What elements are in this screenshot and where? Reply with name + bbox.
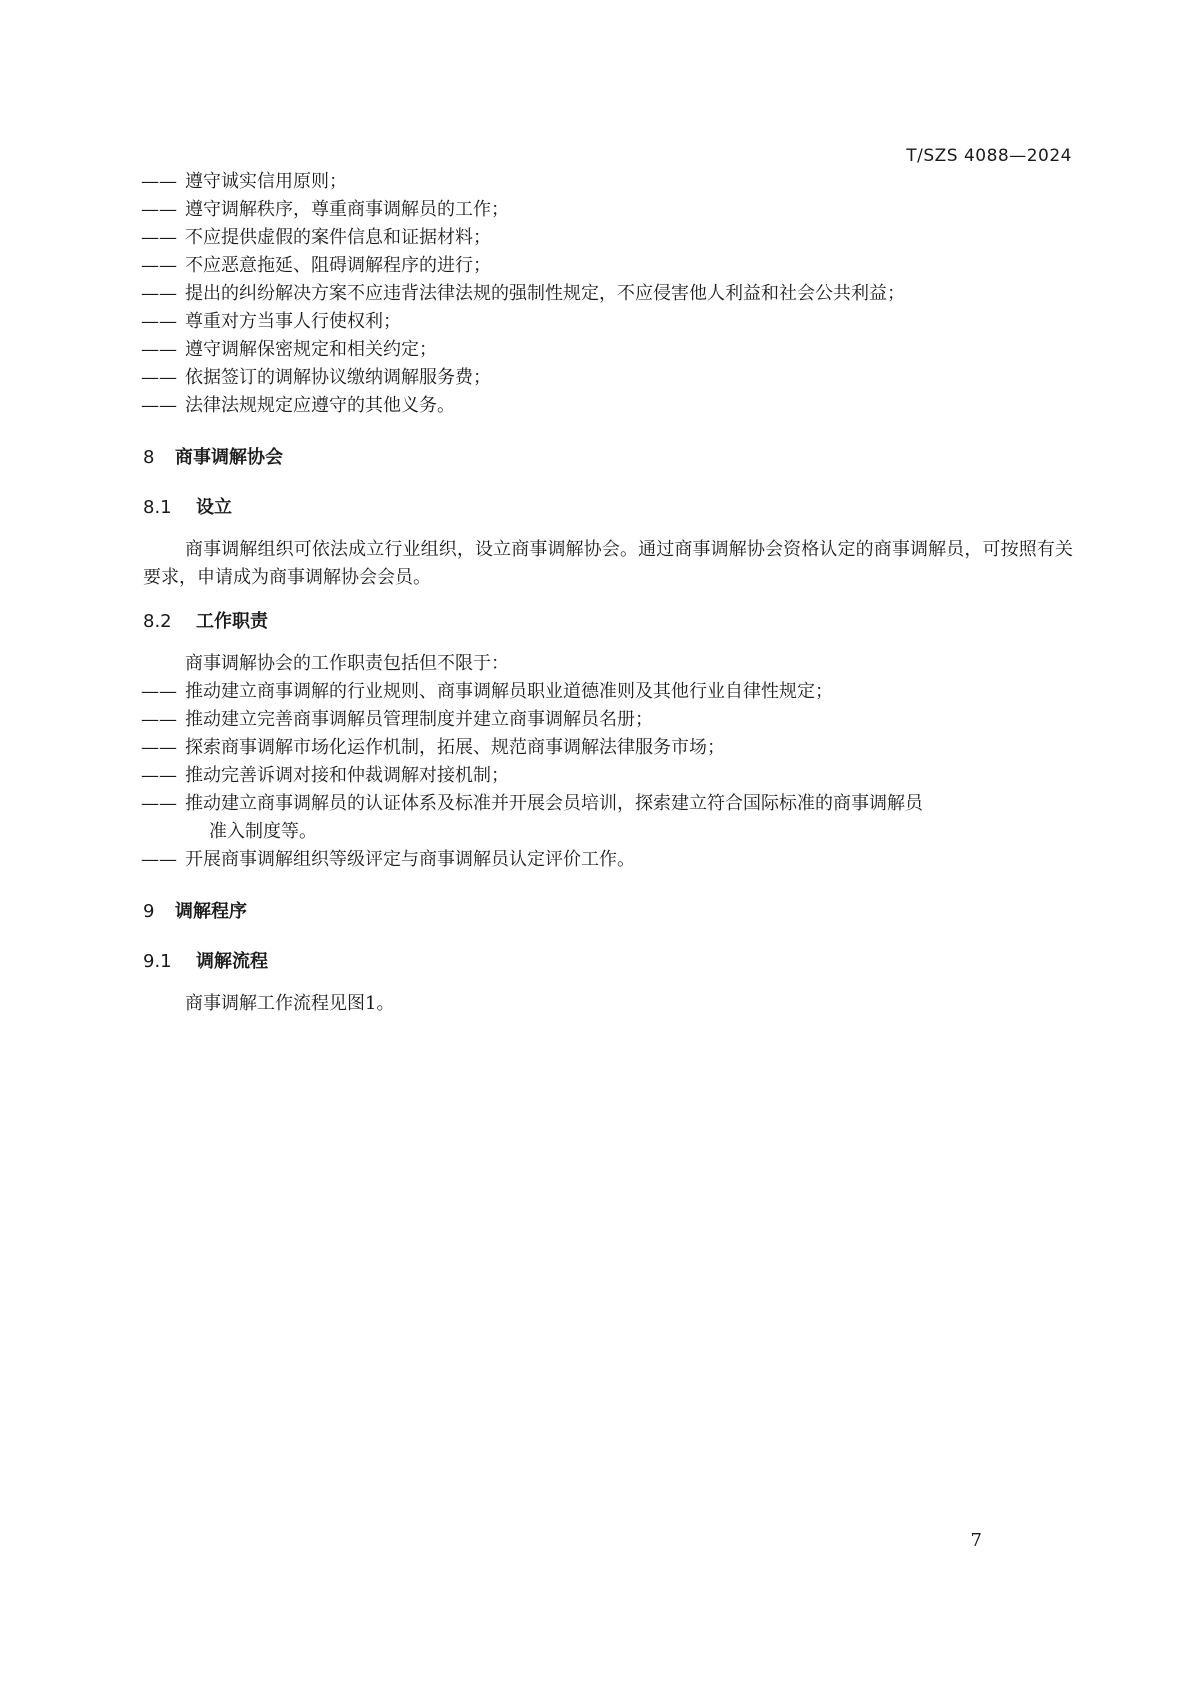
section-number: 8.1: [143, 497, 172, 518]
list-item: —— 开展商事调解组织等级评定与商事调解员认定评价工作。: [141, 849, 635, 870]
section-8-2-heading: [143, 608, 1073, 636]
section-8-heading: [143, 444, 1073, 472]
list-item: —— 不应提供虚假的案件信息和证据材料；: [141, 227, 491, 248]
document-header-code: T/SZS 4088—2024: [906, 146, 1072, 166]
document-body: [143, 168, 1073, 1018]
list-item: —— 推动建立商事调解员的认证体系及标准并开展会员培训，探索建立符合国际标准的商事调解员: [141, 793, 923, 814]
page-number: 7: [970, 1530, 982, 1551]
list-item: —— 推动建立完善商事调解员管理制度并建立商事调解员名册；: [141, 709, 653, 730]
section-number: 8.2: [143, 611, 172, 632]
list-item: —— 尊重对方当事人行使权利；: [141, 311, 401, 332]
list-item-continuation: 准入制度等。: [209, 821, 317, 842]
duties-list: [143, 678, 1073, 874]
list-item: —— 法律法规规定应遵守的其他义务。: [141, 395, 455, 416]
list-item: —— 推动完善诉调对接和仲裁调解对接机制；: [141, 765, 509, 786]
section-title: 工作职责: [196, 611, 268, 632]
list-item: —— 遵守诚实信用原则；: [141, 171, 347, 192]
section-9-1-heading: [143, 948, 1073, 976]
section-8-1-paragraph: 商事调解组织可依法成立行业组织，设立商事调解协会。通过商事调解协会资格认定的商事调解员，可按照有关要求，申请成为商事调解协会会员。: [143, 539, 1073, 588]
section-9-heading: [143, 898, 1073, 926]
obligations-list: [143, 168, 1073, 420]
list-item: —— 遵守调解保密规定和相关约定；: [141, 339, 437, 360]
list-item: —— 遵守调解秩序，尊重商事调解员的工作；: [141, 199, 509, 220]
list-item: —— 探索商事调解市场化运作机制，拓展、规范商事调解法律服务市场；: [141, 737, 725, 758]
section-8-2-intro: 商事调解协会的工作职责包括但不限于：: [185, 653, 509, 674]
list-item: —— 依据签订的调解协议缴纳调解服务费；: [141, 367, 491, 388]
section-number: 9.1: [143, 951, 172, 972]
list-item: —— 不应恶意拖延、阻碍调解程序的进行；: [141, 255, 491, 276]
list-item: —— 推动建立商事调解的行业规则、商事调解员职业道德准则及其他行业自律性规定；: [141, 681, 833, 702]
section-number: 8: [143, 447, 155, 468]
section-8-1-heading: [143, 494, 1073, 522]
section-9-1-paragraph: 商事调解工作流程见图1。: [185, 993, 395, 1014]
section-title: 设立: [196, 497, 232, 518]
list-item: —— 提出的纠纷解决方案不应违背法律法规的强制性规定，不应侵害他人利益和社会公共利益；: [141, 283, 905, 304]
section-title: 调解流程: [196, 951, 268, 972]
section-number: 9: [143, 901, 155, 922]
section-title: 商事调解协会: [175, 447, 283, 468]
section-title: 调解程序: [175, 901, 247, 922]
